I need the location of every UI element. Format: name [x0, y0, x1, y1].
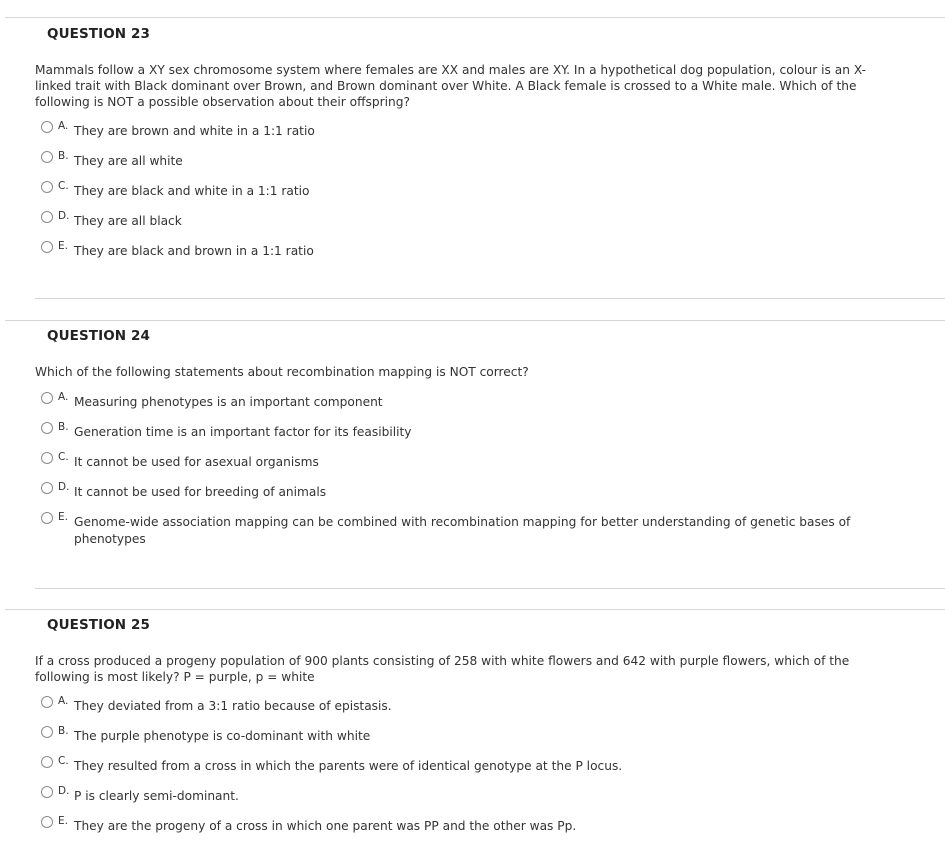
question-24	[0, 320, 945, 589]
option-text: They are brown and white in a 1:1 ratio	[74, 124, 315, 138]
question-title: QUESTION 24	[47, 328, 150, 344]
option-letter: D.	[58, 785, 70, 797]
option-letter: E.	[58, 511, 68, 523]
option-e[interactable]	[40, 511, 900, 551]
option-a[interactable]	[40, 695, 900, 715]
option-letter: B.	[58, 421, 69, 433]
option-d[interactable]	[40, 481, 900, 501]
radio-button[interactable]	[41, 482, 53, 494]
option-letter: B.	[58, 150, 69, 162]
option-text: Measuring phenotypes is an important component	[74, 395, 383, 409]
question-25	[0, 609, 945, 865]
radio-button[interactable]	[41, 121, 53, 133]
option-text: They are black and brown in a 1:1 ratio	[74, 244, 314, 258]
option-a[interactable]	[40, 120, 900, 140]
radio-button[interactable]	[41, 151, 53, 163]
question-text: Mammals follow a XY sex chromosome system where females are XX and males are XY. In a hypothetical dog population, colour is an X-linked trait with Black dominant over Brown, and Brown dominant over White. A Black female is crossed to a White male. Which of the following is NOT a possible observation about their offspring?	[35, 63, 866, 109]
option-b[interactable]	[40, 725, 900, 745]
radio-button[interactable]	[41, 211, 53, 223]
question-text: If a cross produced a progeny population of 900 plants consisting of 258 with white flowers and 642 with purple flowers, which of the following is most likely? P = purple, p = white	[35, 654, 850, 684]
option-text: They are black and white in a 1:1 ratio	[74, 184, 310, 198]
option-letter: B.	[58, 725, 69, 737]
option-c[interactable]	[40, 755, 900, 775]
option-b[interactable]	[40, 150, 900, 170]
option-letter: D.	[58, 210, 70, 222]
question-title: QUESTION 25	[47, 617, 150, 633]
option-text: They deviated from a 3:1 ratio because of epistasis.	[74, 699, 392, 713]
radio-button[interactable]	[41, 786, 53, 798]
option-text: They are the progeny of a cross in which one parent was PP and the other was Pp.	[74, 819, 577, 833]
radio-button[interactable]	[41, 512, 53, 524]
divider	[35, 588, 945, 589]
option-letter: A.	[58, 120, 69, 132]
option-text: They resulted from a cross in which the parents were of identical genotype at the P locus.	[74, 759, 623, 773]
option-letter: E.	[58, 815, 68, 827]
radio-button[interactable]	[41, 816, 53, 828]
radio-button[interactable]	[41, 452, 53, 464]
question-title: QUESTION 23	[47, 26, 150, 42]
radio-button[interactable]	[41, 422, 53, 434]
option-a[interactable]	[40, 391, 900, 411]
radio-button[interactable]	[41, 181, 53, 193]
radio-button[interactable]	[41, 241, 53, 253]
option-letter: C.	[58, 755, 69, 767]
option-text: It cannot be used for breeding of animals	[74, 485, 327, 499]
option-c[interactable]	[40, 180, 900, 200]
option-letter: D.	[58, 481, 70, 493]
divider	[5, 17, 945, 18]
option-text: Generation time is an important factor for its feasibility	[74, 425, 412, 439]
option-letter: C.	[58, 180, 69, 192]
option-c[interactable]	[40, 451, 900, 471]
option-text: They are all black	[74, 214, 182, 228]
option-letter: A.	[58, 391, 69, 403]
radio-button[interactable]	[41, 756, 53, 768]
option-e[interactable]	[40, 240, 900, 260]
option-d[interactable]	[40, 210, 900, 230]
option-text: It cannot be used for asexual organisms	[74, 455, 319, 469]
radio-button[interactable]	[41, 392, 53, 404]
radio-button[interactable]	[41, 696, 53, 708]
question-text: Which of the following statements about recombination mapping is NOT correct?	[35, 365, 529, 379]
option-text: P is clearly semi-dominant.	[74, 789, 239, 803]
option-b[interactable]	[40, 421, 900, 441]
option-d[interactable]	[40, 785, 900, 805]
option-letter: C.	[58, 451, 69, 463]
option-text: They are all white	[74, 154, 183, 168]
option-e[interactable]	[40, 815, 900, 835]
option-text: Genome-wide association mapping can be combined with recombination mapping for better understanding of genetic bases of phenotypes	[74, 515, 851, 546]
radio-button[interactable]	[41, 726, 53, 738]
divider	[5, 609, 945, 610]
option-text: The purple phenotype is co-dominant with white	[74, 729, 371, 743]
option-letter: E.	[58, 240, 68, 252]
divider	[5, 320, 945, 321]
question-23	[0, 17, 945, 299]
divider	[35, 298, 945, 299]
option-letter: A.	[58, 695, 69, 707]
